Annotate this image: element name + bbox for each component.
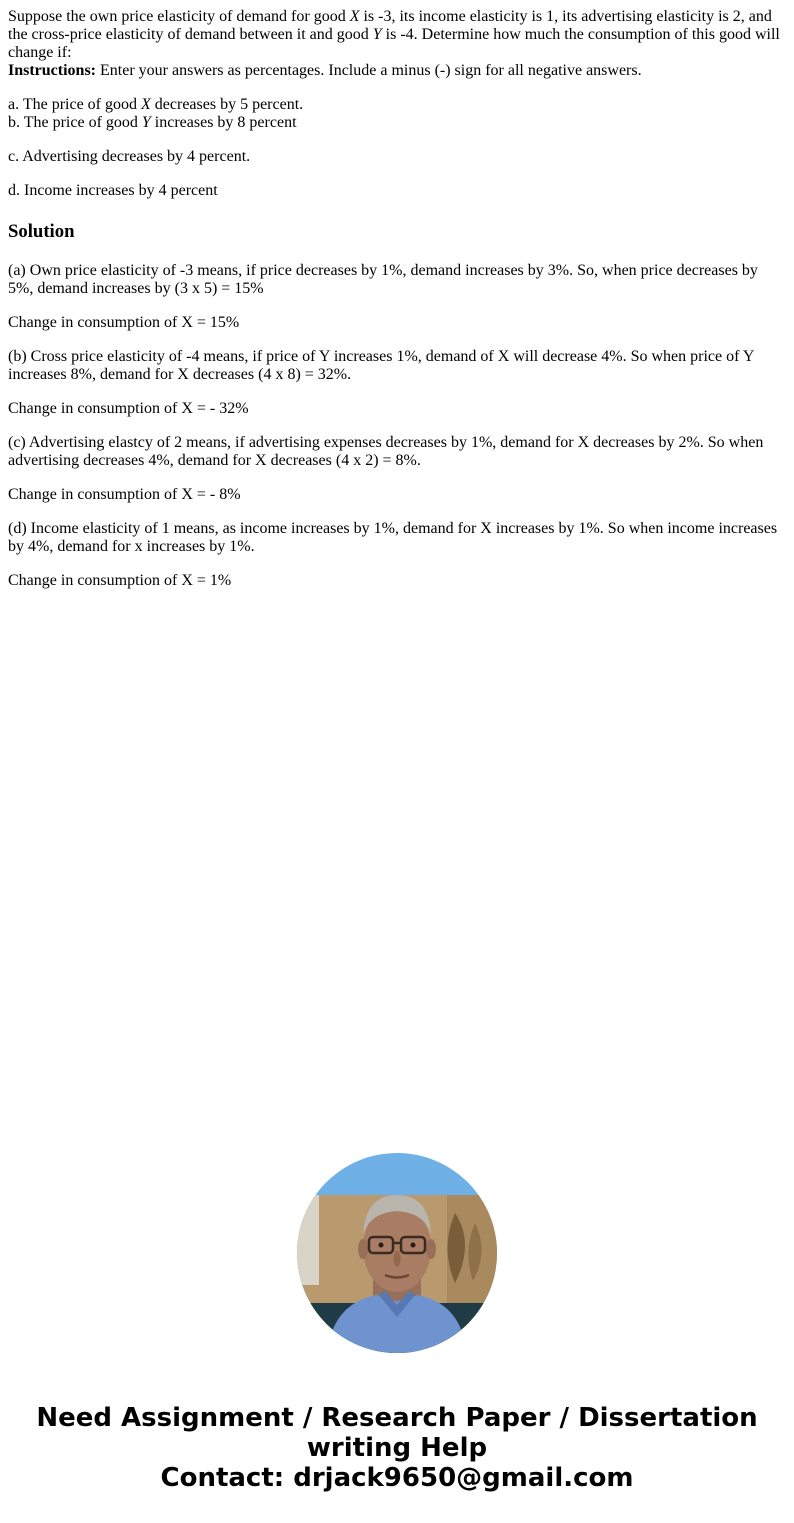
instructions [8,62,786,80]
footer-line: Need Assignment / Research Paper / Dissertation [36,1403,758,1433]
person-photo-icon [297,1153,497,1353]
question-item-a [8,96,786,114]
document-body [8,8,786,606]
solution-paragraph: (c) Advertising elastcy of 2 means, if advertising expenses decreases by 1%, demand for X decreases by 2%. So when advertising decreases 4%, demand for X decreases (4 x 2) = 8%. [8,434,764,469]
footer-line: writing Help [306,1433,488,1463]
solution-result: Change in consumption of X = - 8% [8,486,241,503]
question-text: Suppose the own price elasticity of demand for good [8,8,350,25]
solution-paragraph: (d) Income elasticity of 1 means, as income increases by 1%, demand for X increases by 1%. So when income increases by 4%, demand for x increases by 1%. [8,520,778,555]
good-x-label: X [141,96,151,113]
instructions-label: Instructions: [8,62,97,79]
item-text: decreases by 5 percent. [150,96,304,113]
footer-banner [0,1403,794,1493]
question-item-c: c. Advertising decreases by 4 percent. [8,148,251,165]
question-item-b [8,114,786,132]
item-text: increases by 8 percent [150,114,297,131]
solution-paragraph: (a) Own price elasticity of -3 means, if price decreases by 1%, demand increases by 3%. So, when price decreases by 5%, demand increases by (3 x 5) = 15% [8,262,758,297]
good-y-label: Y [141,114,151,131]
solution-result: Change in consumption of X = - 32% [8,400,249,417]
question-item-d: d. Income increases by 4 percent [8,182,218,199]
question-intro [8,8,786,62]
item-text: b. The price of good [8,114,142,131]
item-text: a. The price of good [8,96,141,113]
footer-contact: Contact: drjack9650@gmail.com [160,1463,634,1493]
instructions-text: Enter your answers as percentages. Include a minus (-) sign for all negative answers. [96,62,642,79]
solution-heading: Solution [8,221,75,242]
good-y-label: Y [372,26,382,43]
solution-paragraph: (b) Cross price elasticity of -4 means, if price of Y increases 1%, demand of X will decrease 4%. So when price of Y increases 8%, demand for X decreases (4 x 8) = 32%. [8,348,754,383]
solution-result: Change in consumption of X = 1% [8,572,232,589]
avatar [297,1153,497,1353]
solution-result: Change in consumption of X = 15% [8,314,240,331]
question-text: is -4. Determine how much the consumption of this good will change if: [8,26,780,61]
good-x-label: X [349,8,360,25]
question-text: is -3, its income elasticity is 1, its advertising elasticity is 2, and the cross-price elasticity of demand between it and good [8,8,772,43]
